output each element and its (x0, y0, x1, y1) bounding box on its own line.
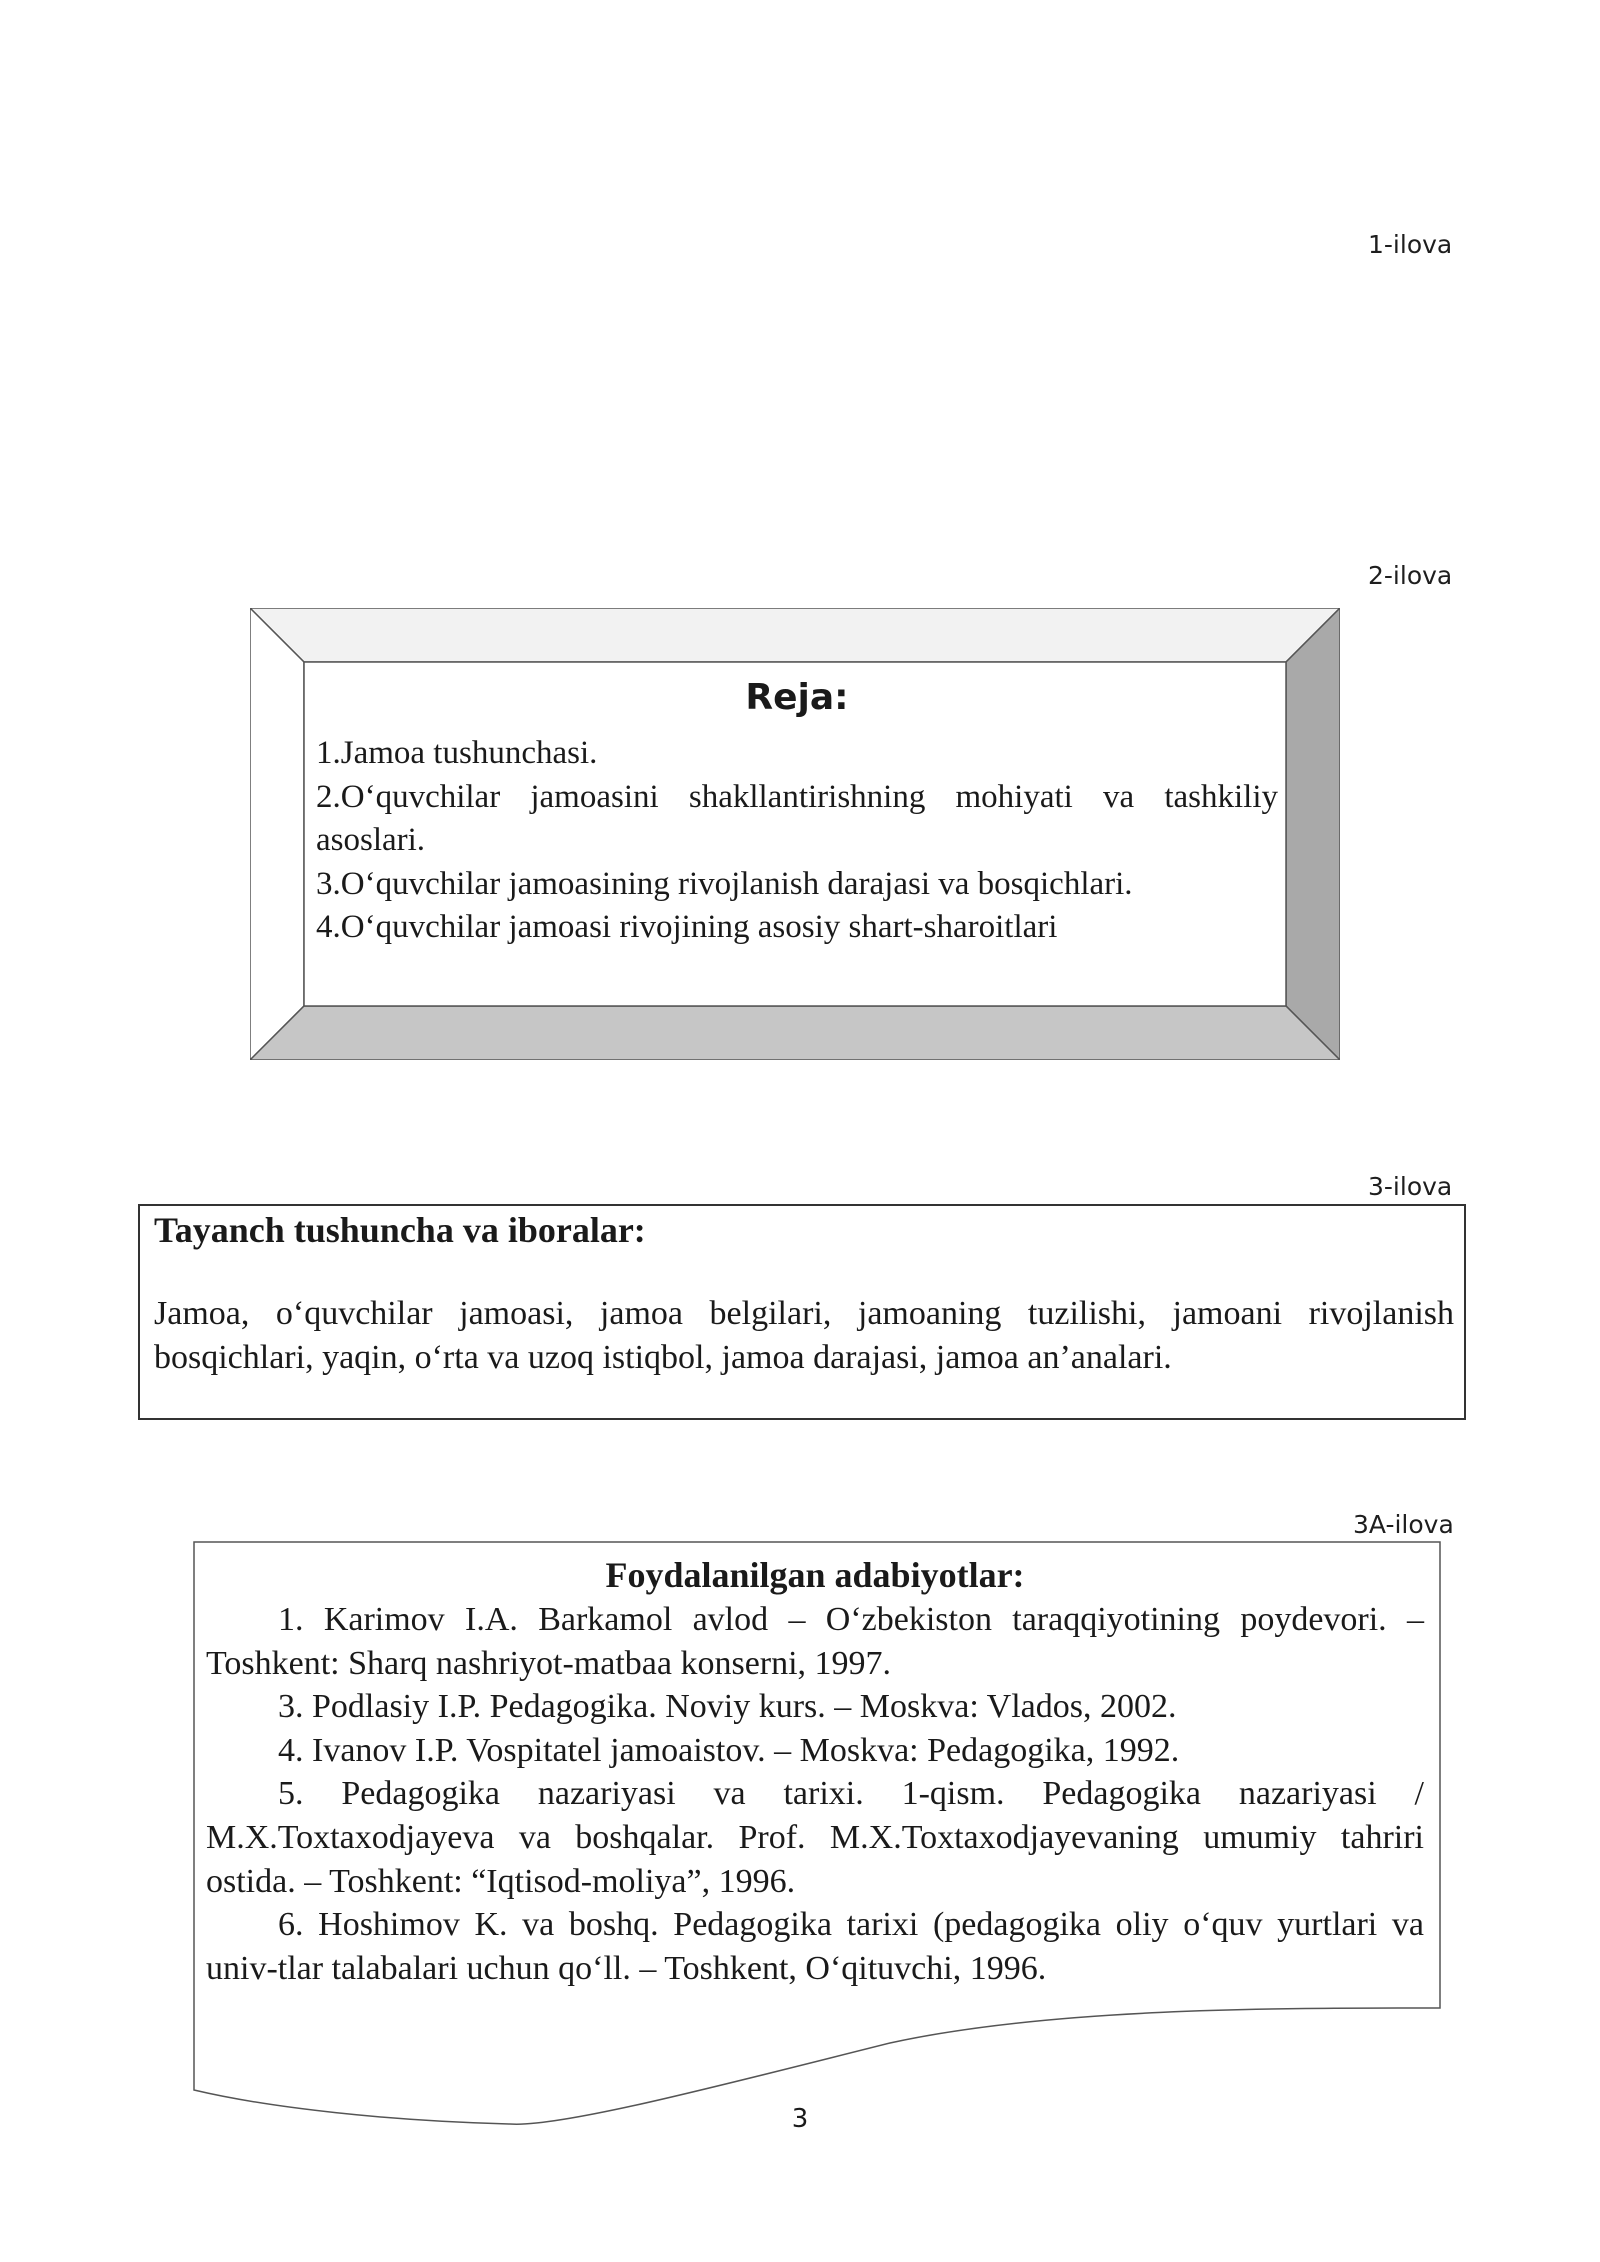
reference-item: 5. Pedagogika nazariyasi va tarixi. 1-qism. Pedagogika nazariyasi / M.X.Toxtaxodjayeva va boshqalar. Prof. M.X.Toxtaxodjayevaning umumiy tahriri ostida. – Toshkent: “Iqtisod-moliya”, 1996. (206, 1775, 1424, 1900)
key-terms-text: Jamoa, o‘quvchilar jamoasi, jamoa belgilari, jamoaning tuzilishi, jamoani rivojlanish bosqichlari, yaqin, o‘rta va uzoq istiqbol, jamoa darajasi, jamoa an’analari. (154, 1295, 1454, 1376)
appendix-label-1: 1-ilova (1368, 230, 1453, 259)
key-terms-box (138, 1204, 1466, 1420)
plan-item: 2.O‘quvchilar jamoasini shakllantirishning mohiyati va tashkiliy asoslari. (316, 778, 1278, 858)
plan-title: Reja: (745, 677, 849, 718)
reference-item: 4. Ivanov I.P. Vospitatel jamoaistov. – Moskva: Pedagogika, 1992. (278, 1731, 1180, 1769)
appendix-label-3a: 3A-ilova (1353, 1510, 1454, 1539)
appendix-label-3: 3-ilova (1368, 1172, 1453, 1201)
references-title: Foydalanilgan adabiyotlar: (605, 1555, 1025, 1595)
reference-item: 3. Podlasiy I.P. Pedagogika. Noviy kurs. – Moskva: Vlados, 2002. (278, 1688, 1177, 1726)
key-terms-title: Tayanch tushuncha va iboralar: (154, 1210, 646, 1250)
page-number: 3 (791, 2104, 809, 2134)
appendix-label-2: 2-ilova (1368, 561, 1453, 590)
reference-item: 1. Karimov I.A. Barkamol avlod – O‘zbekiston taraqqiyotining poydevori. – Toshkent: Sharq nashriyot-matbaa konserni, 1997. (206, 1601, 1424, 1682)
reference-item: 6. Hoshimov K. va boshq. Pedagogika tarixi (pedagogika oliy o‘quv yurtlari va univ-tlar talabalari uchun qo‘ll. – Toshkent, O‘qituvchi, 1996. (206, 1906, 1424, 1987)
references-box (206, 1552, 1424, 1990)
plan-box (316, 672, 1278, 950)
plan-item: 4.O‘quvchilar jamoasi rivojining asosiy shart-sharoitlari (316, 909, 1058, 945)
plan-item: 3.O‘quvchilar jamoasining rivojlanish darajasi va bosqichlari. (316, 865, 1133, 902)
plan-item: 1.Jamoa tushunchasi. (316, 735, 598, 771)
